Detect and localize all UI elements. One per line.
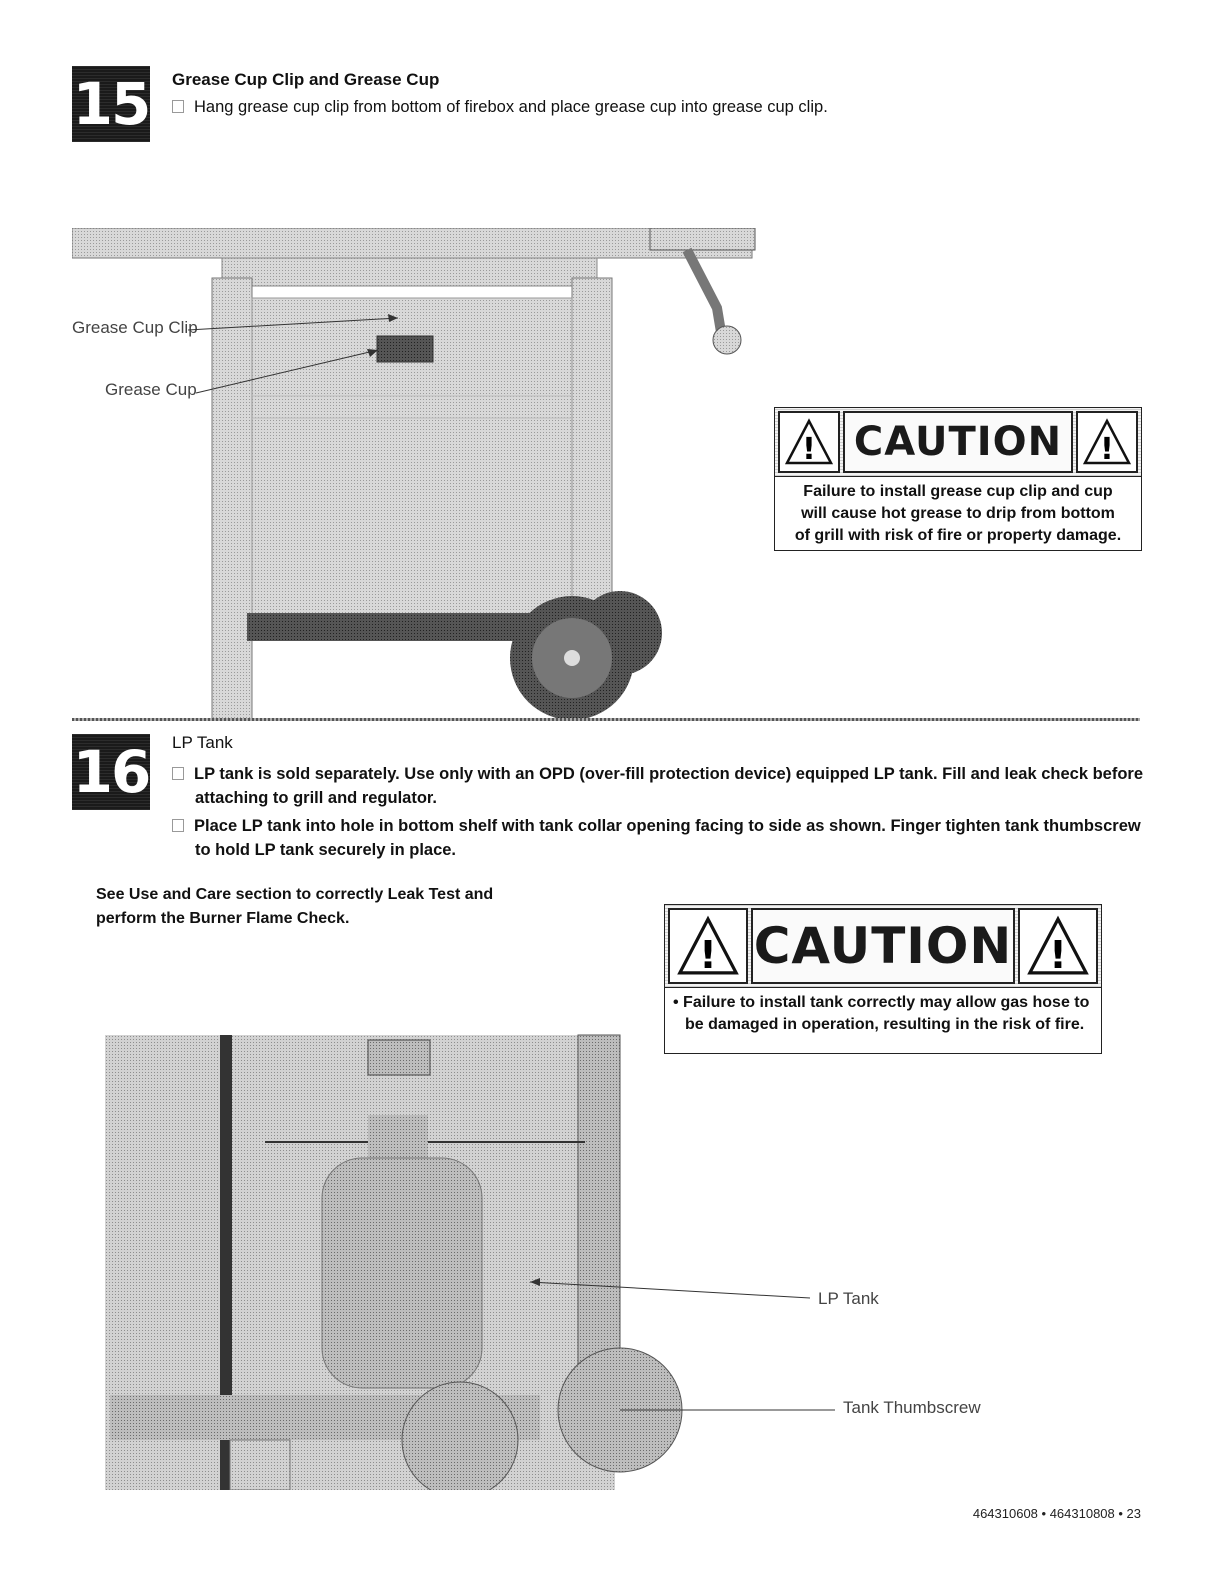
step-16-note: See Use and Care section to correctly Leak Test and perform the Burner Flame Check. [96, 886, 494, 927]
step-15-badge: 15 [72, 66, 150, 142]
step-16-title: LP Tank [172, 733, 233, 752]
svg-text:!: ! [699, 932, 717, 978]
step-16-bullet-1: LP tank is sold separately. Use only with an OPD (over-fill protection device) equipped LP tank. Fill and leak check before attaching to grill and regulator. [172, 762, 1143, 810]
svg-text:!: ! [1100, 432, 1114, 467]
step-16-bullet-2: Place LP tank into hole in bottom shelf with tank collar opening facing to side as shown. Finger tighten tank thumbscrew to hold LP tank securely in place. [172, 814, 1141, 862]
grease-cup-label: Grease Cup [105, 380, 197, 399]
step-16-badge: 16 [72, 734, 150, 810]
svg-text:!: ! [802, 432, 816, 467]
caution-heading: CAUTION [843, 411, 1073, 473]
grease-cup-clip-label: Grease Cup Clip [72, 318, 198, 337]
lp-tank-label: LP Tank [818, 1289, 879, 1308]
page-footer: 464310608 • 464310808 • 23 [972, 1506, 1141, 1521]
step-15-bullet: Hang grease cup clip from bottom of firebox and place grease cup into grease cup clip. [172, 95, 828, 119]
caution-heading: CAUTION [751, 908, 1015, 984]
tank-thumbscrew-label: Tank Thumbscrew [843, 1398, 981, 1417]
svg-text:!: ! [1049, 932, 1067, 978]
step-15-title: Grease Cup Clip and Grease Cup [172, 70, 440, 89]
caution-text: • Failure to install tank correctly may allow gas hose to be damaged in operation, resulting in the risk of fire. [673, 994, 1090, 1033]
caution-text: Failure to install grease cup clip and cup will cause hot grease to drip from bottom of grill with risk of fire or property damage. [794, 483, 1122, 544]
